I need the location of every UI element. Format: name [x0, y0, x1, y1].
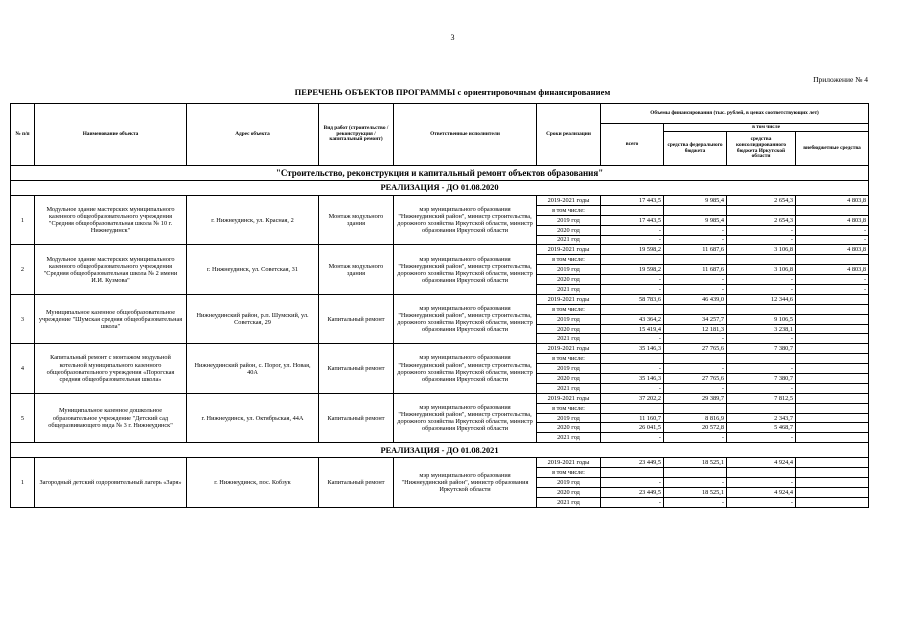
regional-cell: - — [727, 364, 796, 374]
total-cell: - — [601, 225, 664, 235]
phase-title: РЕАЛИЗАЦИЯ - ДО 01.08.2020 — [11, 181, 869, 196]
federal-cell: - — [664, 225, 727, 235]
federal-cell: 12 181,3 — [664, 324, 727, 334]
federal-cell: - — [664, 334, 727, 344]
federal-cell: 11 687,6 — [664, 245, 727, 255]
period-cell: 2021 год — [537, 497, 601, 507]
object-address: г. Нижнеудинск, ул. Красная, 2 — [187, 196, 319, 245]
period-cell: 2019 год — [537, 478, 601, 488]
object-number: 3 — [11, 294, 35, 343]
federal-cell — [664, 304, 727, 314]
extrabudget-cell: 4 803,8 — [796, 196, 869, 206]
extrabudget-cell — [796, 344, 869, 354]
header-total: всего — [601, 124, 664, 166]
federal-cell: 27 765,6 — [664, 344, 727, 354]
period-cell: 2019-2021 годы — [537, 344, 601, 354]
regional-cell — [727, 304, 796, 314]
total-cell: - — [601, 235, 664, 245]
total-cell: - — [601, 285, 664, 295]
header-responsible: Ответственные исполнители — [394, 104, 537, 166]
extrabudget-cell — [796, 403, 869, 413]
period-cell: 2019 год — [537, 413, 601, 423]
regional-cell: - — [727, 334, 796, 344]
object-work-type: Капитальный ремонт — [319, 393, 394, 442]
federal-cell: 18 525,1 — [664, 487, 727, 497]
total-cell: - — [601, 383, 664, 393]
total-cell: - — [601, 497, 664, 507]
extrabudget-cell — [796, 255, 869, 265]
extrabudget-cell: 4 803,8 — [796, 265, 869, 275]
extrabudget-cell — [796, 487, 869, 497]
federal-cell: - — [664, 383, 727, 393]
period-cell: 2021 год — [537, 285, 601, 295]
total-cell: 23 449,5 — [601, 458, 664, 468]
object-name: Модульное здание мастерских муниципального казенного общеобразовательного учреждения "Средняя общеобразовательная школа № 10 г. Нижнеудинск" — [35, 196, 187, 245]
period-cell: в том числе: — [537, 468, 601, 478]
period-cell: 2021 год — [537, 433, 601, 443]
table-row — [11, 294, 869, 304]
total-cell: 11 160,7 — [601, 413, 664, 423]
regional-cell — [727, 354, 796, 364]
phase-row — [11, 181, 869, 196]
regional-cell: 7 812,5 — [727, 393, 796, 403]
total-cell: 17 443,5 — [601, 196, 664, 206]
period-cell: 2019 год — [537, 215, 601, 225]
header-extrabudget: внебюджетные средства — [796, 132, 869, 166]
extrabudget-cell — [796, 413, 869, 423]
federal-cell — [664, 205, 727, 215]
extrabudget-cell — [796, 324, 869, 334]
header-work-type: Вид работ (строительство /реконструкция /капитальный ремонт) — [319, 104, 394, 166]
objects-table — [10, 103, 869, 508]
object-address: Нижнеудинский район, р.п. Шумский, ул. Советская, 29 — [187, 294, 319, 343]
federal-cell — [664, 468, 727, 478]
period-cell: 2019-2021 годы — [537, 245, 601, 255]
regional-cell — [727, 255, 796, 265]
extrabudget-cell — [796, 334, 869, 344]
extrabudget-cell — [796, 423, 869, 433]
regional-cell: 2 654,3 — [727, 196, 796, 206]
header-funding: Объемы финансирования (тыс. рублей, в ценах соответствующих лет) — [601, 104, 869, 124]
total-cell: - — [601, 433, 664, 443]
period-cell: 2019-2021 годы — [537, 196, 601, 206]
total-cell: 26 041,5 — [601, 423, 664, 433]
document-title: ПЕРЕЧЕНЬ ОБЪЕКТОВ ПРОГРАММЫ с ориентировочным финансированием — [294, 87, 611, 97]
federal-cell: - — [664, 235, 727, 245]
object-number: 5 — [11, 393, 35, 442]
extrabudget-cell: - — [796, 235, 869, 245]
total-cell: 35 146,3 — [601, 374, 664, 384]
total-cell: 35 146,3 — [601, 344, 664, 354]
total-cell — [601, 255, 664, 265]
regional-cell: - — [727, 497, 796, 507]
table-row — [11, 344, 869, 354]
federal-cell — [664, 354, 727, 364]
appendix-label: Приложение № 4 — [813, 75, 868, 84]
extrabudget-cell — [796, 383, 869, 393]
total-cell: 15 419,4 — [601, 324, 664, 334]
object-address: г. Нижнеудинск, ул. Советская, 31 — [187, 245, 319, 294]
total-cell: 58 783,6 — [601, 294, 664, 304]
total-cell: 23 449,5 — [601, 487, 664, 497]
period-cell: в том числе: — [537, 255, 601, 265]
total-cell: 19 598,2 — [601, 245, 664, 255]
period-cell: 2019 год — [537, 364, 601, 374]
extrabudget-cell — [796, 294, 869, 304]
object-name: Загородный детский оздоровительный лагерь «Заря» — [35, 458, 187, 507]
section-title: "Строительство, реконструкция и капитальный ремонт объектов образования" — [11, 166, 869, 181]
object-responsible: мэр муниципального образования "Нижнеудинский район", министр строительства, дорожного хозяйства Иркутской области, министр образования Иркутской области — [394, 393, 537, 442]
object-work-type: Капитальный ремонт — [319, 294, 394, 343]
federal-cell: - — [664, 478, 727, 488]
extrabudget-cell — [796, 458, 869, 468]
federal-cell: 29 389,7 — [664, 393, 727, 403]
total-cell — [601, 354, 664, 364]
object-work-type: Монтаж модульного здания — [319, 245, 394, 294]
federal-cell: 9 985,4 — [664, 196, 727, 206]
federal-cell: 9 985,4 — [664, 215, 727, 225]
federal-cell: - — [664, 433, 727, 443]
object-work-type: Капитальный ремонт — [319, 458, 394, 507]
header-term: Сроки реализации — [537, 104, 601, 166]
regional-cell: - — [727, 225, 796, 235]
regional-cell: 4 924,4 — [727, 458, 796, 468]
header-num: № п/п — [11, 104, 35, 166]
object-address: г. Нижнеудинск, ул. Октябрьская, 44А — [187, 393, 319, 442]
period-cell: 2020 год — [537, 423, 601, 433]
total-cell — [601, 403, 664, 413]
extrabudget-cell: 4 803,8 — [796, 245, 869, 255]
extrabudget-cell — [796, 304, 869, 314]
total-cell: 19 598,2 — [601, 265, 664, 275]
phase-title: РЕАЛИЗАЦИЯ - ДО 01.08.2021 — [11, 443, 869, 458]
header-federal: средства федерального бюджета — [664, 132, 727, 166]
total-cell — [601, 304, 664, 314]
period-cell: в том числе: — [537, 205, 601, 215]
period-cell: 2020 год — [537, 324, 601, 334]
federal-cell: - — [664, 275, 727, 285]
regional-cell: 12 344,6 — [727, 294, 796, 304]
period-cell: в том числе: — [537, 304, 601, 314]
extrabudget-cell: - — [796, 275, 869, 285]
object-number: 1 — [11, 458, 35, 507]
period-cell: в том числе: — [537, 354, 601, 364]
regional-cell: - — [727, 275, 796, 285]
period-cell: 2020 год — [537, 487, 601, 497]
extrabudget-cell — [796, 393, 869, 403]
page-number: 3 — [450, 33, 455, 42]
regional-cell: - — [727, 383, 796, 393]
extrabudget-cell — [796, 497, 869, 507]
total-cell: - — [601, 334, 664, 344]
regional-cell: 3 106,8 — [727, 245, 796, 255]
object-name: Капитальный ремонт с монтажом модульной котельной муниципального казенного общеобразовательного учреждения «Порогская средняя общеобразовательная школа» — [35, 344, 187, 393]
object-responsible: мэр муниципального образования "Нижнеудинский район", министр строительства, дорожного хозяйства Иркутской области, министр образования Иркутской области — [394, 245, 537, 294]
table-row — [11, 393, 869, 403]
object-responsible: мэр муниципального образования "Нижнеудинский район", министр строительства, дорожного хозяйства Иркутской области, министр образования Иркутской области — [394, 196, 537, 245]
object-responsible: мэр муниципального образования "Нижнеудинский район", министр образования Иркутской области — [394, 458, 537, 507]
period-cell: 2021 год — [537, 334, 601, 344]
regional-cell: 2 343,7 — [727, 413, 796, 423]
object-responsible: мэр муниципального образования "Нижнеудинский район", министр строительства, дорожного хозяйства Иркутской области, министр образования Иркутской области — [394, 294, 537, 343]
table-row — [11, 196, 869, 206]
regional-cell: 3 238,1 — [727, 324, 796, 334]
federal-cell — [664, 403, 727, 413]
period-cell: 2019-2021 годы — [537, 294, 601, 304]
federal-cell: - — [664, 497, 727, 507]
federal-cell: - — [664, 364, 727, 374]
object-address: Нижнеудинский район, с. Порог, ул. Новая, 40А — [187, 344, 319, 393]
object-work-type: Монтаж модульного здания — [319, 196, 394, 245]
header-regional: средства консолидированного бюджета Иркутской области — [727, 132, 796, 166]
federal-cell — [664, 255, 727, 265]
federal-cell: 46 439,0 — [664, 294, 727, 304]
object-address: г. Нижнеудинск, пос. Кобзук — [187, 458, 319, 507]
period-cell: 2019-2021 годы — [537, 393, 601, 403]
federal-cell: 20 572,8 — [664, 423, 727, 433]
extrabudget-cell: - — [796, 285, 869, 295]
object-work-type: Капитальный ремонт — [319, 344, 394, 393]
header-address: Адрес объекта — [187, 104, 319, 166]
period-cell: 2019-2021 годы — [537, 458, 601, 468]
federal-cell: 8 816,9 — [664, 413, 727, 423]
extrabudget-cell — [796, 374, 869, 384]
period-cell: 2021 год — [537, 235, 601, 245]
extrabudget-cell — [796, 468, 869, 478]
regional-cell — [727, 403, 796, 413]
extrabudget-cell: - — [796, 225, 869, 235]
object-number: 2 — [11, 245, 35, 294]
object-responsible: мэр муниципального образования "Нижнеудинский район", министр строительства, дорожного хозяйства Иркутской области, министр образования Иркутской области — [394, 344, 537, 393]
federal-cell: 34 257,7 — [664, 314, 727, 324]
object-name: Муниципальное казенное дошкольное образовательное учреждение "Детский сад общеразвивающего вида № 3 г. Нижнеудинск" — [35, 393, 187, 442]
total-cell: 37 202,2 — [601, 393, 664, 403]
period-cell: в том числе: — [537, 403, 601, 413]
table-row — [11, 458, 869, 468]
total-cell: - — [601, 364, 664, 374]
total-cell: - — [601, 478, 664, 488]
period-cell: 2020 год — [537, 374, 601, 384]
period-cell: 2020 год — [537, 225, 601, 235]
phase-row — [11, 443, 869, 458]
regional-cell: 5 468,7 — [727, 423, 796, 433]
extrabudget-cell: 4 803,8 — [796, 215, 869, 225]
period-cell: 2019 год — [537, 314, 601, 324]
extrabudget-cell — [796, 364, 869, 374]
period-cell: 2021 год — [537, 383, 601, 393]
total-cell: 17 443,5 — [601, 215, 664, 225]
regional-cell: - — [727, 478, 796, 488]
federal-cell: - — [664, 285, 727, 295]
federal-cell: 11 687,6 — [664, 265, 727, 275]
extrabudget-cell — [796, 478, 869, 488]
period-cell: 2020 год — [537, 275, 601, 285]
total-cell — [601, 468, 664, 478]
federal-cell: 27 765,6 — [664, 374, 727, 384]
object-name: Модульное здание мастерских муниципального казенного общеобразовательного учреждения "Средняя общеобразовательная школа № 2 имени И.И. Кузмова" — [35, 245, 187, 294]
extrabudget-cell — [796, 354, 869, 364]
extrabudget-cell — [796, 205, 869, 215]
table-row — [11, 245, 869, 255]
regional-cell: 2 654,3 — [727, 215, 796, 225]
period-cell: 2019 год — [537, 265, 601, 275]
regional-cell — [727, 468, 796, 478]
regional-cell: - — [727, 235, 796, 245]
regional-cell: 7 380,7 — [727, 374, 796, 384]
regional-cell: 9 106,5 — [727, 314, 796, 324]
regional-cell: - — [727, 433, 796, 443]
object-number: 4 — [11, 344, 35, 393]
regional-cell: 3 106,8 — [727, 265, 796, 275]
federal-cell: 18 525,1 — [664, 458, 727, 468]
header-including: в том числе — [664, 124, 869, 132]
total-cell: - — [601, 275, 664, 285]
extrabudget-cell — [796, 433, 869, 443]
total-cell: 43 364,2 — [601, 314, 664, 324]
extrabudget-cell — [796, 314, 869, 324]
regional-cell — [727, 205, 796, 215]
object-number: 1 — [11, 196, 35, 245]
regional-cell: 7 380,7 — [727, 344, 796, 354]
header-name: Наименование объекта — [35, 104, 187, 166]
regional-cell: 4 924,4 — [727, 487, 796, 497]
regional-cell: - — [727, 285, 796, 295]
object-name: Муниципальное казенное общеобразовательное учреждение "Шумская средняя общеобразовательная школа" — [35, 294, 187, 343]
total-cell — [601, 205, 664, 215]
